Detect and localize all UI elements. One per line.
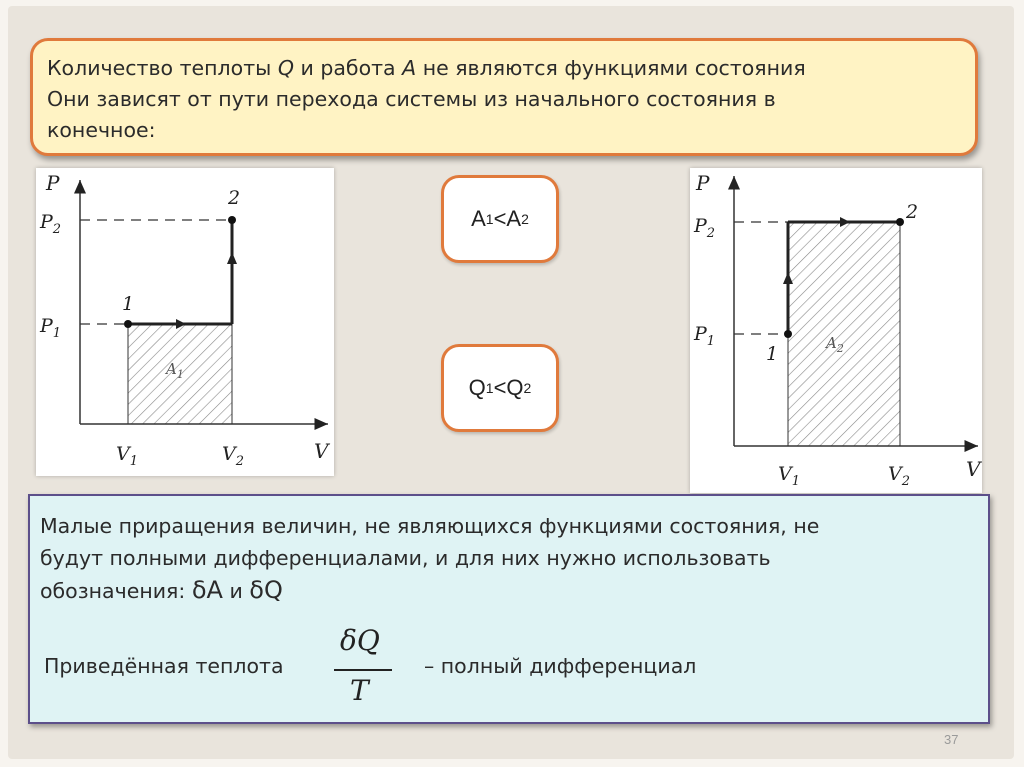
- tick-label-p1: $P_1$: [694, 323, 716, 349]
- explanation-line-3: [40, 574, 976, 607]
- explanation-line-1: Малые приращения величин, не являющихся функциями состояния, не: [40, 514, 820, 538]
- pv-diagram-left: [36, 168, 334, 476]
- work-comparison-pill: [441, 175, 559, 263]
- pv-diagram-right: [690, 168, 982, 493]
- point-label-2: 2: [906, 201, 919, 223]
- point-label-1: 1: [766, 343, 779, 365]
- comparison-text: A: [471, 206, 486, 231]
- axis-label-p: P: [696, 171, 710, 195]
- explanation-text-part: и: [222, 579, 250, 603]
- point-label-2: 2: [228, 187, 241, 209]
- tick-label-v1: $V_1$: [116, 443, 139, 469]
- fraction-denominator: T: [350, 674, 369, 707]
- statement-text: и работа: [294, 56, 403, 80]
- tick-label-v2: $V_2$: [888, 463, 911, 489]
- axis-label-v: V: [966, 457, 981, 481]
- page-number: 37: [944, 732, 959, 747]
- statement-text: Количество теплоты: [47, 56, 278, 80]
- explanation-text: [40, 510, 976, 607]
- reduced-heat-row: [44, 624, 944, 707]
- area-label-a2: $A_2$: [826, 334, 844, 355]
- state-point-2: [228, 216, 236, 224]
- tick-label-v2: $V_2$: [222, 443, 245, 469]
- fraction-bar: [334, 669, 392, 671]
- statement-line-3: конечное:: [47, 118, 156, 142]
- comparison-text: <A: [493, 206, 522, 231]
- symbol-delta-q: δQ: [249, 576, 283, 604]
- comparison-sub: 1: [485, 211, 494, 227]
- tick-label-p2: $P_2$: [40, 211, 62, 237]
- statement-line-1: [47, 53, 963, 84]
- area-label-a1: $A_1$: [166, 360, 184, 381]
- heat-comparison-pill: [441, 344, 559, 432]
- axis-label-v: V: [314, 439, 329, 463]
- pv-diagram-right-svg: [690, 168, 982, 493]
- reduced-heat-tail: – полный дифференциал: [424, 654, 697, 678]
- comparison-sub: 2: [521, 211, 529, 227]
- statement-text: не являются функциями состояния: [416, 56, 806, 80]
- pv-diagram-left-svg: [36, 168, 334, 476]
- axis-label-p: P: [46, 171, 60, 195]
- symbol-a: A: [402, 56, 417, 80]
- comparison-sub: 2: [523, 380, 532, 396]
- tick-label-p1: $P_1$: [40, 315, 62, 341]
- tick-label-p2: $P_2$: [694, 215, 716, 241]
- work-area-a2: [788, 222, 900, 446]
- statement-line-2: Они зависят от пути перехода системы из начального состояния в: [47, 87, 776, 111]
- explanation-line-2: будут полными дифференциалами, и для них нужно использовать: [40, 546, 771, 570]
- state-point-2: [896, 218, 904, 226]
- point-label-1: 1: [122, 293, 135, 315]
- reduced-heat-fraction: [334, 624, 406, 714]
- comparison-text: Q: [468, 375, 486, 400]
- comparison-sub: 1: [485, 380, 494, 396]
- statement-box: [30, 38, 978, 156]
- state-point-1: [784, 330, 792, 338]
- path-arrow-icon: [227, 252, 237, 264]
- explanation-text-part: обозначения:: [40, 579, 192, 603]
- comparison-text: <Q: [493, 375, 524, 400]
- symbol-q: Q: [277, 56, 294, 80]
- tick-label-v1: $V_1$: [778, 463, 801, 489]
- state-point-1: [124, 320, 132, 328]
- explanation-box: [28, 494, 990, 724]
- fraction-numerator: δQ: [340, 624, 380, 657]
- reduced-heat-label: Приведённая теплота: [44, 654, 284, 678]
- symbol-delta-a: δA: [191, 576, 223, 604]
